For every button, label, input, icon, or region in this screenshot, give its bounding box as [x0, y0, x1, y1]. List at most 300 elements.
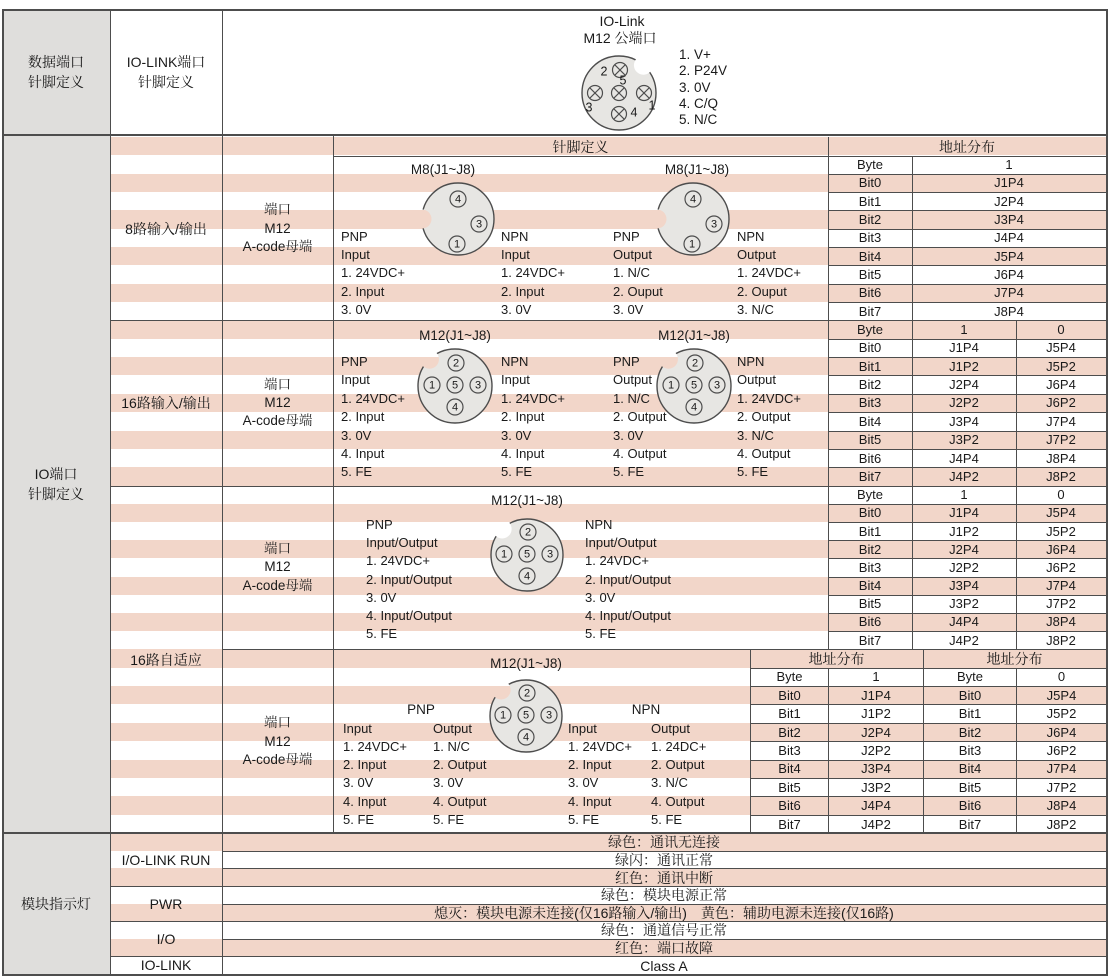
pin-number-label: 3 — [474, 379, 482, 392]
address-table-cell: Byte — [856, 321, 884, 337]
pin-definition-line: PNP — [341, 354, 368, 369]
pin-definition-line: NPN — [585, 517, 613, 532]
iolink-pin-list-item: 2. P24V — [679, 63, 728, 79]
pin-definition-line: 3. N/C — [651, 775, 688, 791]
address-table-cell: Bit3 — [958, 742, 982, 758]
address-table-cell: Bit3 — [858, 395, 882, 411]
table-border-line — [222, 9, 223, 974]
iolink-pin-list-item: 4. C/Q — [679, 95, 719, 111]
pin-definition-line: NPN — [737, 228, 765, 244]
iolink-port-header-label: IO-LINK端口 — [126, 54, 206, 70]
port-type-label: A-code母端 — [242, 238, 313, 254]
table-border-line — [110, 486, 1106, 487]
m8-female-connector-diagram — [635, 161, 751, 277]
pin-definition-line: 1. 24VDC+ — [501, 390, 565, 406]
pin-definition-line: Output — [613, 247, 653, 263]
address-table-cell: J2P4 — [949, 377, 979, 393]
address-table-cell: Bit6 — [778, 798, 801, 814]
pin-definition-line: 3. N/C — [737, 302, 774, 318]
table-border-line — [1016, 668, 1017, 834]
pin-definition-line: 2. Ouput — [737, 283, 787, 299]
address-table-cell: J8P4 — [1046, 450, 1076, 466]
address-table-cell: Bit6 — [858, 614, 882, 630]
pin-definition-line: 4. Output — [433, 793, 487, 809]
table-border-line — [222, 649, 1106, 650]
address-table-cell: J5P4 — [1046, 340, 1076, 356]
address-table-cell: J8P2 — [1046, 816, 1077, 832]
pin-number-label: 1 — [648, 98, 656, 113]
pin-definition-line: Output — [613, 372, 653, 388]
pin-definition-line: 2. Output — [737, 409, 791, 425]
address-table-cell: Bit1 — [858, 193, 882, 209]
pin-definition-line: 5. FE — [343, 812, 375, 827]
pin-definition-line: 1. 24VDC+ — [501, 265, 565, 281]
pin-definition-line: PNP — [341, 228, 368, 244]
address-table-cell: Bit1 — [858, 358, 882, 374]
pin-number-label: 4 — [523, 570, 531, 583]
indicator-header-label: 模块指示灯 — [21, 895, 91, 912]
pin-definition-line: 5. FE — [433, 812, 465, 827]
pin-definition-line: 4. Input — [501, 445, 545, 461]
address-table-cell: Bit0 — [858, 505, 882, 521]
address-table-cell: Bit1 — [778, 706, 801, 722]
address-table-cell: Bit7 — [778, 816, 801, 832]
pin-number-label: 2 — [691, 357, 699, 370]
indicator-status-text: 红色：端口故障 — [615, 940, 713, 956]
indicator-status-text: 绿闪：通讯正常 — [615, 852, 713, 868]
port-type-label: M12 — [264, 559, 291, 575]
pin-definition-line: 4. Input — [343, 793, 387, 809]
address-table-cell: J6P2 — [1046, 559, 1076, 575]
pin-definition-line: Input — [501, 247, 530, 263]
section-label: 8路输入/输出 — [125, 220, 207, 237]
pin-definition-line: 2. Input/Output — [366, 571, 453, 587]
pin-definition-line: 5. FE — [585, 626, 617, 642]
address-table-cell: J2P4 — [994, 193, 1024, 209]
address-table-cell: J2P2 — [949, 395, 979, 411]
address-table-cell: Bit3 — [858, 230, 882, 246]
address-table-cell: Byte — [776, 669, 803, 685]
address-table-cell: J1P4 — [949, 505, 979, 521]
table-border-line — [110, 9, 111, 974]
address-table-cell: 0 — [1057, 487, 1065, 503]
pin-definition-line: 4. Input/Output — [585, 607, 672, 623]
pin-number-label: 3 — [475, 218, 483, 231]
data-port-header-label: 针脚定义 — [28, 74, 84, 90]
address-table-cell: Bit4 — [858, 248, 882, 264]
row-stripe — [110, 174, 1106, 192]
address-table-cell: Bit2 — [858, 541, 882, 557]
pin-definition-line: Input/Output — [585, 535, 657, 551]
indicator-status-text: 绿色：模块电源正常 — [601, 887, 727, 904]
iolink-pin-list-item: 5. N/C — [679, 112, 718, 128]
connector-title: M12(J1~J8) — [658, 328, 730, 343]
address-table-cell: Bit4 — [858, 578, 882, 594]
pin-definition-line: 1. 24VDC+ — [343, 738, 407, 754]
pin-definition-line: 5. FE — [613, 464, 645, 480]
pin-definition-line: 3. 0V — [433, 775, 464, 791]
table-border-line — [750, 668, 1106, 669]
connector-title: M12(J1~J8) — [490, 656, 562, 671]
address-table-cell: J4P2 — [949, 632, 979, 648]
pin-definition-line: 2. Input — [501, 283, 545, 299]
address-table-cell: J7P4 — [994, 285, 1024, 301]
address-table-cell: Bit4 — [858, 413, 882, 429]
pin-definition-line: 2. Input — [568, 757, 612, 773]
pin-definition-line: PNP — [366, 517, 393, 532]
pin-definition-line: Output — [433, 720, 473, 736]
port-type-label: A-code母端 — [242, 751, 313, 767]
pin-definition-line: 1. 24DC+ — [651, 738, 707, 754]
port-type-label: M12 — [264, 395, 291, 410]
pin-definition-line: 2. Input/Output — [585, 571, 672, 587]
address-table-cell: J8P2 — [1046, 469, 1076, 484]
address-table-cell: J5P2 — [1046, 523, 1076, 539]
iolink-pin-list-item: 1. V+ — [679, 47, 711, 62]
address-table-cell: J3P4 — [861, 761, 891, 777]
pin-definition-line: 3. 0V — [585, 589, 616, 605]
address-table-cell: J3P4 — [949, 578, 979, 594]
pin-number-label: 2 — [600, 64, 608, 79]
pin-definition-line: 4. Output — [737, 445, 791, 461]
address-table-cell: J5P2 — [1046, 358, 1076, 374]
address-table-cell: J5P4 — [1046, 505, 1076, 521]
pin-definition-line: 1. N/C — [433, 738, 470, 754]
row-stripe — [110, 868, 1106, 886]
address-table-cell: Bit7 — [958, 816, 982, 832]
pin-number-label: 2 — [452, 357, 460, 370]
pin-definition-line: 5. FE — [341, 464, 373, 480]
pin-definition-line: 3. 0V — [341, 427, 372, 443]
indicator-status-text: 绿色：通讯无连接 — [608, 834, 720, 851]
section-label: 16路输入/输出 — [121, 395, 211, 411]
address-table-cell: Bit7 — [858, 303, 882, 319]
address-table-cell: J5P4 — [1046, 687, 1077, 703]
indicator-name-label: I/O — [156, 930, 176, 947]
address-table-cell: Byte — [856, 487, 884, 503]
pin-definition-line: 2. Input — [501, 409, 545, 425]
table-border-line — [1016, 320, 1017, 649]
address-table-cell: J6P2 — [1046, 742, 1077, 758]
pin-number-label: 1 — [499, 709, 507, 722]
address-table-cell: J4P4 — [949, 450, 979, 466]
pin-definition-line: Input — [341, 247, 370, 263]
pin-definition-line: 2. Input — [341, 283, 385, 299]
pin-number-label: 1 — [453, 238, 461, 251]
m12-female-connector-diagram — [469, 497, 585, 613]
address-table-cell: J7P2 — [1046, 779, 1077, 795]
table-border-line — [2, 974, 1108, 976]
address-table-cell: J6P4 — [1046, 541, 1076, 557]
table-border-line — [333, 135, 334, 833]
address-map-header: 地址分布 — [808, 650, 865, 667]
table-border-line — [110, 320, 1106, 321]
m12-female-connector-diagram — [397, 328, 513, 444]
address-table-cell: J7P2 — [1046, 596, 1076, 612]
pin-definition-header: 针脚定义 — [552, 139, 609, 156]
pin-definition-line: 1. 24VDC+ — [737, 390, 801, 406]
row-stripe — [110, 686, 1106, 704]
pin-definition-line: 1. N/C — [613, 390, 650, 406]
address-table-cell: Bit0 — [858, 175, 882, 191]
iolink-connector-title: M12 公端口 — [583, 30, 657, 46]
iolink-pin-list-item: 3. 0V — [679, 79, 711, 95]
pin-number-label: 5 — [619, 73, 627, 88]
address-table-cell: Bit5 — [858, 432, 882, 448]
pin-definition-line: Input — [501, 372, 530, 388]
address-table-cell: Bit0 — [858, 340, 882, 356]
address-table-cell: Bit4 — [958, 761, 982, 777]
pin-definition-line: 1. 24VDC+ — [568, 738, 632, 754]
port-type-label: M12 — [264, 220, 291, 236]
pin-number-label: 4 — [630, 105, 638, 120]
pin-definition-line: Output — [737, 247, 777, 263]
indicator-status-text: 熄灭：模块电源未连接(仅16路输入/输出) 黄色：辅助电源未连接(仅16路) — [434, 904, 894, 921]
pin-definition-line: 2. Output — [651, 757, 705, 773]
indicator-name-label: IO-LINK — [140, 957, 192, 974]
port-type-label: 端口 — [264, 376, 291, 392]
address-table-cell: 0 — [1057, 669, 1066, 685]
table-border-line — [1106, 9, 1108, 976]
address-table-cell: J3P2 — [861, 779, 891, 795]
address-map-header: 地址分布 — [939, 139, 995, 156]
address-table-cell: J8P4 — [1046, 614, 1076, 630]
pin-definition-line: 2. Output — [433, 757, 487, 773]
address-table-cell: Byte — [856, 156, 884, 172]
pin-number-label: 3 — [713, 379, 721, 392]
table-border-line — [828, 668, 829, 834]
pin-number-label: 3 — [546, 548, 554, 561]
pin-definition-line: Input/Output — [366, 535, 438, 551]
address-table-cell: J8P4 — [994, 303, 1024, 319]
pin-definition-line: 2. Ouput — [613, 283, 663, 299]
address-table-cell: 0 — [1057, 321, 1065, 337]
pin-definition-line: 3. 0V — [341, 302, 372, 318]
address-table-cell: Bit2 — [958, 724, 982, 740]
pin-group-header: PNP — [407, 702, 435, 717]
address-table-cell: J5P4 — [994, 248, 1024, 264]
pin-definition-line: NPN — [501, 354, 529, 369]
address-table-cell: J4P2 — [949, 469, 979, 484]
section-label: 16路自适应 — [130, 652, 202, 669]
address-table-cell: J6P4 — [1046, 377, 1076, 393]
address-table-cell: Bit1 — [958, 706, 982, 722]
pin-definition-line: 5. FE — [501, 464, 533, 480]
address-table-cell: Bit5 — [858, 266, 882, 282]
address-table-cell: Bit0 — [958, 687, 982, 703]
iolink-connector-title: IO-Link — [599, 13, 645, 29]
pin-definition-line: 4. Input/Output — [366, 607, 453, 623]
pin-definition-line: NPN — [501, 228, 529, 244]
address-table-cell: Bit6 — [858, 285, 882, 301]
address-table-cell: J1P2 — [861, 706, 891, 722]
address-table-cell: J1P2 — [949, 523, 979, 539]
address-table-cell: Bit6 — [958, 798, 982, 814]
address-table-cell: J4P2 — [861, 816, 891, 832]
iolink-port-header-label: 针脚定义 — [138, 74, 194, 90]
pin-definition-line: 3. 0V — [343, 775, 374, 791]
pin-definition-line: 3. 0V — [613, 302, 644, 318]
pin-definition-line: 3. 0V — [501, 302, 532, 318]
pin-number-label: 5 — [451, 379, 459, 392]
address-table-cell: Bit5 — [958, 779, 982, 795]
pin-definition-line: 1. 24VDC+ — [341, 265, 405, 281]
row-stripe — [110, 284, 1106, 302]
address-table-cell: Bit7 — [858, 469, 882, 484]
address-map-header: 地址分布 — [986, 650, 1043, 667]
pin-definition-line: 3. 0V — [613, 427, 644, 443]
port-type-label: 端口 — [264, 540, 291, 556]
address-table-cell: 1 — [960, 487, 968, 503]
address-table-cell: J7P4 — [1046, 413, 1076, 429]
address-table-cell: J6P4 — [994, 266, 1024, 282]
pin-definition-line: 2. Input — [341, 409, 385, 425]
address-table-cell: Bit2 — [778, 724, 801, 740]
address-table-cell: 1 — [1005, 156, 1013, 172]
address-table-cell: 1 — [960, 321, 968, 337]
m8-female-connector-diagram — [400, 161, 516, 277]
table-border-line — [110, 956, 1106, 957]
address-table-cell: J3P4 — [994, 211, 1024, 227]
address-table-cell: J3P2 — [949, 432, 979, 448]
pin-number-label: 3 — [585, 100, 593, 115]
address-table-cell: J8P2 — [1046, 632, 1076, 648]
pin-definition-line: PNP — [613, 228, 640, 244]
port-type-label: M12 — [264, 733, 291, 749]
pin-number-label: 5 — [522, 709, 530, 722]
address-table-cell: J2P2 — [949, 559, 979, 575]
address-table-cell: J6P4 — [1046, 724, 1077, 740]
address-table-cell: Bit5 — [778, 779, 801, 795]
connector-title: M8(J1~J8) — [410, 162, 476, 177]
pin-number-label: 4 — [690, 401, 698, 414]
pin-number-label: 3 — [710, 218, 718, 231]
port-type-label: A-code母端 — [242, 577, 313, 593]
address-table-cell: Bit2 — [858, 211, 882, 227]
address-table-cell: J2P2 — [861, 742, 891, 758]
pin-definition-line: 1. 24VDC+ — [341, 390, 405, 406]
address-table-cell: J1P4 — [861, 687, 891, 703]
pin-definition-line: 1. 24VDC+ — [737, 265, 801, 281]
pin-definition-line: 4. Output — [651, 793, 705, 809]
connector-title: M12(J1~J8) — [491, 493, 563, 508]
pin-definition-line: Input — [341, 372, 370, 388]
io-port-header-label: 针脚定义 — [28, 486, 84, 502]
pin-definition-line: 5. FE — [651, 812, 683, 827]
pin-number-label: 4 — [451, 401, 459, 414]
row-stripe — [110, 320, 1106, 338]
pin-number-label: 2 — [523, 687, 531, 700]
address-table-cell: 1 — [872, 669, 880, 685]
pin-definition-line: 5. FE — [737, 464, 769, 480]
pin-definition-line: Input — [343, 720, 372, 736]
address-table-cell: J4P4 — [994, 230, 1024, 246]
io-port-header-label: IO端口 — [34, 466, 78, 482]
address-table-cell: J1P4 — [994, 175, 1024, 191]
pin-group-header: NPN — [631, 702, 661, 717]
address-table-cell: J2P4 — [949, 541, 979, 557]
address-table-cell: Bit3 — [778, 742, 801, 758]
indicator-status-text: 绿色：通道信号正常 — [601, 922, 727, 939]
address-table-cell: Bit5 — [858, 596, 882, 612]
address-table-cell: J3P2 — [949, 596, 979, 612]
pin-number-label: 1 — [428, 379, 436, 392]
connector-title: M8(J1~J8) — [664, 162, 730, 177]
pin-definition-line: 4. Input — [341, 445, 385, 461]
pin-definition-line: 2. Output — [613, 409, 667, 425]
address-table-cell: J5P2 — [1046, 706, 1077, 722]
address-table-cell: Bit0 — [778, 687, 801, 703]
indicator-status-text: 红色：通讯中断 — [615, 869, 713, 886]
pin-definition-line: PNP — [613, 354, 640, 369]
pin-definition-line: Output — [651, 720, 691, 736]
pin-definition-line: 3. 0V — [501, 427, 532, 443]
pin-number-label: 1 — [688, 238, 696, 251]
pin-definition-line: Output — [737, 372, 777, 388]
pin-number-label: 1 — [667, 379, 675, 392]
port-type-label: 端口 — [264, 202, 291, 218]
indicator-status-text: Class A — [640, 957, 688, 974]
table-border-line — [2, 832, 1108, 834]
pin-definition-line: 3. 0V — [568, 775, 599, 791]
indicator-name-label: PWR — [149, 895, 183, 912]
address-table-cell: Bit2 — [858, 377, 882, 393]
cell-io-port-header — [2, 135, 110, 833]
pin-number-label: 5 — [523, 548, 531, 561]
table-border-line — [2, 134, 1108, 136]
pin-definition-line: 3. N/C — [737, 427, 774, 443]
table-border-line — [2, 9, 1108, 11]
cell-data-port-header — [2, 9, 110, 135]
pin-definition-line: 1. N/C — [613, 265, 650, 281]
address-table-cell: Byte — [956, 669, 984, 685]
pin-definition-line: 4. Input — [568, 793, 612, 809]
pin-definition-line: 1. 24VDC+ — [585, 553, 649, 569]
address-table-cell: J6P2 — [1046, 395, 1076, 411]
pin-definition-line: NPN — [737, 354, 765, 369]
address-table-cell: Bit3 — [858, 559, 882, 575]
address-table-cell: Bit7 — [858, 632, 882, 648]
table-border-line — [333, 156, 1106, 157]
port-type-label: A-code母端 — [242, 413, 313, 429]
pin-number-label: 1 — [500, 548, 508, 561]
pin-number-label: 5 — [690, 379, 698, 392]
address-table-cell: J3P4 — [949, 413, 979, 429]
pin-number-label: 2 — [524, 526, 532, 539]
address-table-cell: J7P2 — [1046, 432, 1076, 448]
pin-definition-line: 3. 0V — [366, 589, 397, 605]
connector-title: M12(J1~J8) — [419, 328, 491, 343]
pin-definition-line: 5. FE — [568, 812, 600, 827]
address-table-cell: Bit1 — [858, 523, 882, 539]
address-table-cell: J1P2 — [949, 358, 979, 374]
address-table-cell: J2P4 — [861, 724, 891, 740]
address-table-cell: J1P4 — [949, 340, 979, 356]
pin-definition-line: Input — [568, 720, 597, 736]
data-port-header-label: 数据端口 — [28, 54, 84, 70]
address-table-cell: J7P4 — [1046, 761, 1077, 777]
address-table-cell: J7P4 — [1046, 578, 1076, 594]
address-table-cell: J4P4 — [861, 798, 891, 814]
row-stripe — [110, 939, 1106, 957]
row-stripe — [110, 649, 1106, 667]
pin-number-label: 4 — [689, 193, 697, 206]
pin-definition-line: 1. 24VDC+ — [366, 553, 430, 569]
table-border-line — [2, 9, 4, 976]
address-table-cell: J4P4 — [949, 614, 979, 630]
address-table-cell: J8P4 — [1046, 798, 1077, 814]
pin-definition-line: 4. Output — [613, 445, 667, 461]
